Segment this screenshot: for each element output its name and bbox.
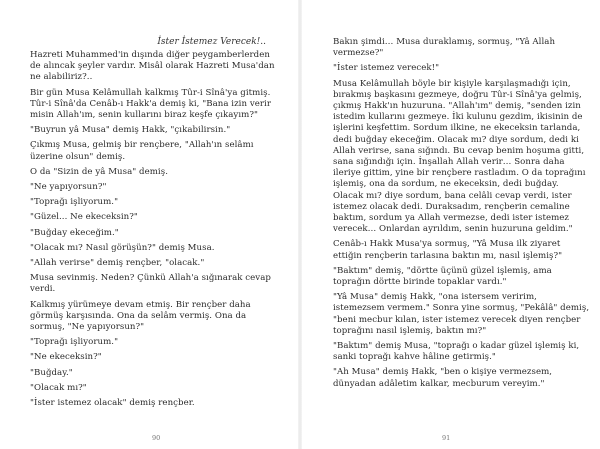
paragraph: "Toprağı işliyorum." — [30, 337, 119, 348]
paragraph: "Yâ Musa" demiş Hakk, "ona istersem veririm, istemezsem vermem." Sonra yine sormuş, "Pekâlâ" demiş, "beni mecbur kılan, ister istemez verecek diyen rençber toprağını nasıl işlemiş, baktın mı?" — [333, 292, 590, 336]
paragraph: "Ne ekeceksin?" — [30, 352, 102, 363]
paragraph: O da "Sizin de yâ Musa" demiş. — [30, 166, 168, 177]
paragraph: "Baktım" demiş, "dörtte üçünü güzel işlemiş, ama toprağın dörtte birinde topaklar vardı." — [333, 265, 552, 288]
right-page — [300, 0, 600, 449]
paragraph: Bir gün Musa Kelâmullah kalkmış Tûr-i Sînâ'ya gitmiş. Tûr-i Sînâ'da Cenâb-ı Hakk'a demiş ki, "Bana izin verir misin Allah'ım, senin kullarını biraz keşfe çıkayım?" — [30, 87, 271, 121]
paragraph: "Buğday." — [30, 367, 73, 378]
paragraph: "İster istemez olacak" demiş rençber. — [30, 398, 195, 409]
paragraph: Musa sevinmiş. Neden? Çünkü Allah'a sığınarak cevap verdi. — [30, 273, 271, 295]
paragraph: Cenâb-ı Hakk Musa'ya sormuş, "Yâ Musa ilk ziyaret ettiğin rençberin tarlasına baktın mı, nasıl işlemiş?" — [333, 239, 563, 261]
left-page-text — [30, 50, 282, 413]
paragraph: Bakın şimdi… Musa duraklamış, sormuş, "Yâ Allah vermezse?" — [333, 37, 556, 59]
paragraph: "Ne yapıyorsun?" — [30, 182, 107, 193]
paragraph: Musa Kelâmullah böyle bir kişiyle karşılaşmadığı için, bırakmış başkasını gezmeye, doğru Tûr-i Sînâ'ya gelmiş, çıkmış Hakk'ın huzuruna. "Allah'ım" demiş, "senden izin istedim kullarını gezmeye. İki kulunu gezdim, ikisinin de işlerini keşfettim. Sordum ilkine, ne ekeceksin tarlanda, dedi buğday ekeceğim. Olacak mı? diye sordum, dedi ki Allah verirse, sana sığındı. Bu cevap benim hoşuma gitti, sana sığındığı için. İnşallah Allah verir… Sonra daha ileriye gittim, yine bir rençbere rastladım. O da toprağını işlemiş, ona da sordum, ne ekeceksin, dedi buğday. Olacak mı? diye sordum, bana celâli cevap verdi, ister istemez olacak dedi. Duraksadım, rençberin cemaline baktım, sordum ya Allah vermezse, dedi ister istemez verecek… Onlardan ayrıldım, senin huzuruna geldim." — [333, 78, 586, 235]
paragraph: Çıkmış Musa, gelmiş bir rençbere, "Allah'ın selâmı üzerine olsun" demiş. — [30, 140, 254, 162]
paragraph: "Baktım" demiş Musa, "toprağı o kadar güzel işlemiş ki, sanki toprağı kahve hâline getirmiş." — [333, 341, 580, 363]
paragraph: "Olacak mı? Nasıl görüşün?" demiş Musa. — [30, 242, 215, 253]
page-number: 90 — [152, 434, 161, 442]
paragraph: "Allah verirse" demiş rençber, "olacak." — [30, 258, 205, 269]
paragraph: Kalkmış yürümeye devam etmiş. Bir rençber daha görmüş karşısında. Ona da selâm vermiş. Ona da sormuş, "Ne yapıyorsun?" — [30, 299, 251, 333]
paragraph: "Güzel... Ne ekeceksin?" — [30, 212, 138, 223]
paragraph: "Buyrun yâ Musa" demiş Hakk, "çıkabilirsin." — [30, 125, 231, 136]
paragraph: Hazreti Muhammed'in dışında diğer peygamberlerden de alıncak şeyler vardır. Misâl olarak Hazreti Musa'dan ne alabiliriz?.. — [30, 50, 275, 83]
right-page-text — [333, 37, 591, 394]
page-number: 91 — [442, 434, 451, 442]
running-head: İster İstemez Verecek!.. — [157, 37, 266, 47]
paragraph: "Toprağı işliyorum." — [30, 197, 119, 208]
paragraph: "İster istemez verecek!" — [333, 63, 440, 74]
paragraph: "Buğday ekeceğim." — [30, 227, 119, 238]
paragraph: "Ah Musa" demiş Hakk, "ben o kişiye vermezsem, dünyadan adâletim kalkar, mecburum vereyim." — [333, 367, 553, 389]
paragraph: "Olacak mı?" — [30, 382, 87, 393]
